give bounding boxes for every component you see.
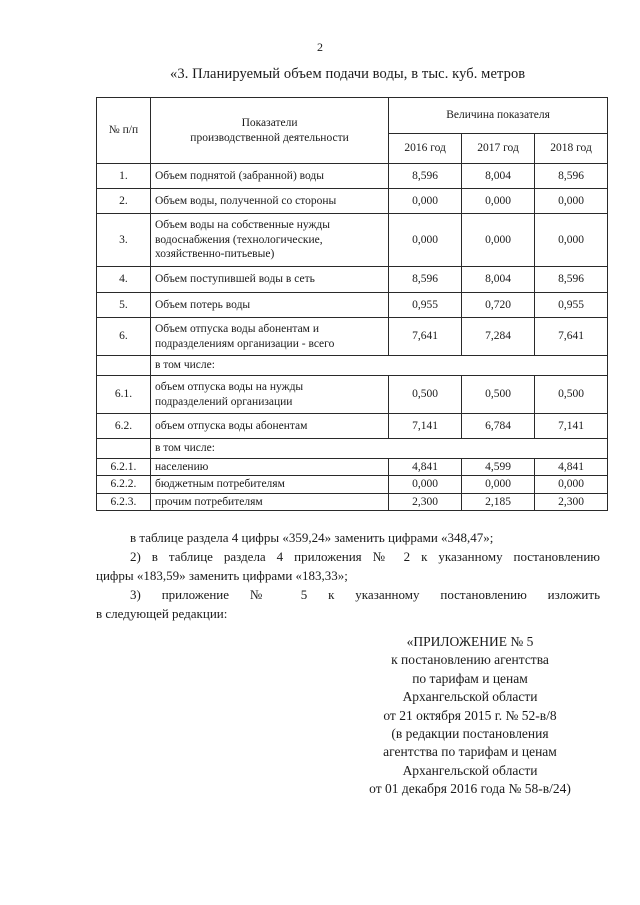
row-num-empty (97, 439, 151, 459)
row-name: прочим потребителям (150, 493, 388, 510)
row-value: 2,300 (389, 493, 462, 510)
row-name-line: подразделениям организации - всего (154, 337, 335, 350)
row-value: 7,284 (462, 318, 535, 356)
indicators-table (96, 97, 608, 511)
row-num: 2. (97, 189, 151, 214)
row-value: 4,841 (389, 459, 462, 476)
table-row (97, 414, 608, 439)
table-header-row (97, 98, 608, 134)
table-row (97, 293, 608, 318)
row-value-empty (462, 439, 535, 459)
row-num: 4. (97, 267, 151, 293)
row-name: Объем поднятой (забранной) воды (150, 164, 388, 189)
appendix-line: к постановлению агентства (391, 652, 549, 668)
row-value-empty (535, 356, 608, 376)
row-name (150, 318, 388, 356)
header-year-2017: 2017 год (462, 134, 535, 164)
row-name: объем отпуска воды абонентам (150, 414, 388, 439)
row-value: 0,000 (389, 214, 462, 267)
row-value: 4,599 (462, 459, 535, 476)
header-year-2016: 2016 год (389, 134, 462, 164)
appendix-line: от 21 октября 2015 г. № 52-в/8 (383, 707, 557, 723)
row-name-line: Объем воды на собственные нужды (154, 219, 330, 232)
paragraph-1: в таблице раздела 4 цифры «359,24» заменить цифрами «348,47»; (130, 530, 494, 545)
row-value: 0,955 (535, 293, 608, 318)
row-value-empty (389, 439, 462, 459)
row-value: 8,004 (462, 164, 535, 189)
row-name-line: объем отпуска воды на нужды (154, 381, 304, 394)
row-value-empty (462, 356, 535, 376)
row-value: 0,000 (535, 214, 608, 267)
row-value: 7,641 (389, 318, 462, 356)
row-num: 6.2. (97, 414, 151, 439)
row-name: населению (150, 459, 388, 476)
row-value: 8,004 (462, 267, 535, 293)
row-value: 7,141 (535, 414, 608, 439)
table-row (97, 476, 608, 493)
row-num: 6.2.1. (97, 459, 151, 476)
appendix-line: по тарифам и ценам (412, 670, 528, 686)
appendix-header (330, 633, 610, 799)
appendix-line: агентства по тарифам и ценам (383, 744, 557, 760)
row-value: 0,000 (462, 189, 535, 214)
table-row (97, 459, 608, 476)
table-row (97, 493, 608, 510)
table-row (97, 214, 608, 267)
row-value: 2,185 (462, 493, 535, 510)
table-subheader-row (97, 356, 608, 376)
row-value: 0,000 (462, 214, 535, 267)
paragraph-2-line-2: цифры «183,59» заменить цифрами «183,33»; (96, 568, 348, 583)
header-num: № п/п (97, 98, 151, 164)
paragraph-2-line-1: 2) в таблице раздела 4 приложения № 2 к указанному постановлению (130, 549, 600, 564)
appendix-line: (в редакции постановления (391, 726, 549, 742)
row-name (150, 376, 388, 414)
row-name: бюджетным потребителям (150, 476, 388, 493)
table-title: «3. Планируемый объем подачи воды, в тыс. куб. метров (170, 66, 526, 82)
header-values-group: Величина показателя (389, 98, 608, 134)
row-value: 0,720 (462, 293, 535, 318)
row-value: 0,955 (389, 293, 462, 318)
page-number: 2 (317, 40, 323, 54)
row-subheader: в том числе: (150, 356, 388, 376)
table-row (97, 164, 608, 189)
row-name-line: подразделений организации (154, 395, 293, 408)
row-name (150, 214, 388, 267)
row-name-line: водоснабжения (технологические, (154, 233, 323, 246)
row-value: 2,300 (535, 493, 608, 510)
row-value: 8,596 (535, 164, 608, 189)
row-num-empty (97, 356, 151, 376)
row-value: 6,784 (462, 414, 535, 439)
row-value: 0,000 (389, 476, 462, 493)
row-value: 0,500 (462, 376, 535, 414)
row-value: 7,641 (535, 318, 608, 356)
row-name: Объем поступившей воды в сеть (150, 267, 388, 293)
row-value: 0,000 (535, 189, 608, 214)
row-num: 1. (97, 164, 151, 189)
row-value-empty (389, 356, 462, 376)
row-num: 5. (97, 293, 151, 318)
row-value: 0,000 (389, 189, 462, 214)
row-value: 0,500 (389, 376, 462, 414)
row-name-line: хозяйственно-питьевые) (154, 248, 275, 261)
row-num: 6.2.3. (97, 493, 151, 510)
row-num: 3. (97, 214, 151, 267)
appendix-line: «ПРИЛОЖЕНИЕ № 5 (406, 634, 534, 649)
appendix-line: Архангельской области (402, 689, 538, 705)
paragraph-3-line-1: 3) приложение № 5 к указанному постановлению изложить (130, 587, 600, 602)
table-row (97, 267, 608, 293)
row-num: 6.2.2. (97, 476, 151, 493)
row-value: 8,596 (535, 267, 608, 293)
table-row (97, 318, 608, 356)
appendix-line: от 01 декабря 2016 года № 58-в/24) (369, 781, 571, 797)
row-num: 6.1. (97, 376, 151, 414)
header-name-line2: производственной деятельности (190, 131, 349, 144)
row-name-line: Объем отпуска воды абонентам и (154, 323, 319, 336)
row-value: 8,596 (389, 267, 462, 293)
row-value-empty (535, 439, 608, 459)
row-value: 0,500 (535, 376, 608, 414)
appendix-line: Архангельской области (402, 762, 538, 778)
row-value: 0,000 (462, 476, 535, 493)
row-value: 8,596 (389, 164, 462, 189)
header-name (150, 98, 388, 164)
row-value: 0,000 (535, 476, 608, 493)
row-num: 6. (97, 318, 151, 356)
paragraph-3-line-2: в следующей редакции: (96, 606, 228, 621)
table-row (97, 376, 608, 414)
header-year-2018: 2018 год (535, 134, 608, 164)
row-subheader: в том числе: (150, 439, 388, 459)
table-row (97, 189, 608, 214)
row-name: Объем воды, полученной со стороны (150, 189, 388, 214)
table-subheader-row (97, 439, 608, 459)
row-value: 4,841 (535, 459, 608, 476)
row-value: 7,141 (389, 414, 462, 439)
header-name-line1: Показатели (241, 117, 298, 130)
row-name: Объем потерь воды (150, 293, 388, 318)
